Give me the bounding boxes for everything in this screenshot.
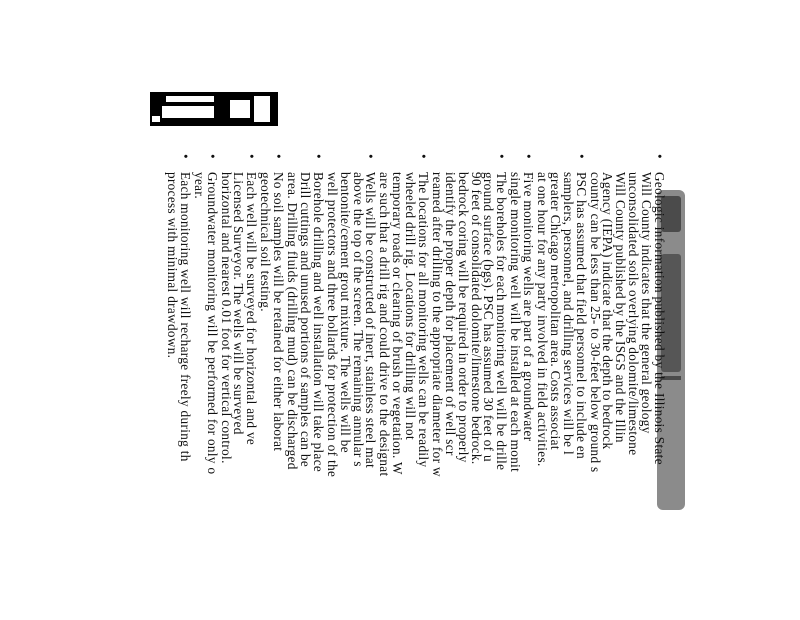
bullet-paragraph — [508, 150, 537, 620]
text-line: Will County indicates that the general geology — [639, 172, 655, 434]
text-line: well protectors and three bollards for protection of the — [324, 172, 340, 478]
text-line: process with minimal drawdown. — [165, 172, 181, 359]
text-line: • Geologic information published by the Illinois State — [652, 172, 667, 465]
text-line: greater Chicago metropolitan area. Costs associat — [547, 172, 563, 450]
text-line: single monitoring well will be installed at each monit — [508, 172, 524, 473]
bullet-paragraph — [165, 150, 191, 620]
text-line: bedrock coring will be required in order to properly — [455, 172, 471, 463]
text-line: ground surface (bgs). PSC has assumed 30 feet of u — [481, 172, 497, 462]
text-line: 90 feet of consolidated dolomite/limestone bedrock. — [468, 172, 484, 465]
text-line: above the top of the screen. The remaining annular s — [350, 172, 366, 467]
bullet-paragraph — [285, 150, 324, 620]
text-line: Agency (IEPA) indicate that the depth to bedrock — [600, 172, 616, 450]
bullet-paragraph — [588, 150, 665, 620]
text-line: • The boreholes for each monitoring well will be drille — [494, 172, 510, 471]
bullet-paragraph — [258, 150, 287, 620]
text-line: unconsolidated soils overlying dolomite/limestone — [626, 172, 642, 456]
text-line: Licensed Surveyor. The wells will be surveyed — [231, 172, 247, 435]
text-line: • No soil samples will be retained for either laborat — [271, 172, 287, 452]
text-line: Drill cuttings and unused portions of samples can be — [297, 172, 313, 468]
text-line: • Each monitoring well will recharge freely during th — [177, 172, 193, 462]
text-line: Will County published by the ISGS and the Illin — [613, 172, 629, 443]
text-line: • Borehole drilling and well installation will take place — [310, 172, 326, 473]
text-line: samplers, personnel, and drilling services will be l — [560, 172, 576, 455]
text-line: area. Drilling fluids (drilling mud) can be discharged — [285, 172, 301, 470]
bullet-paragraph — [325, 150, 377, 620]
bullet-paragraph — [535, 150, 587, 620]
redacted-stamp — [150, 92, 278, 126]
text-line: • PSC has assumed that field personnel to include en — [573, 172, 589, 460]
text-line: • Five monitoring wells are part of a groundwater — [521, 172, 537, 442]
text-line: • Each well will be surveyed for horizontal and ve — [244, 172, 260, 446]
text-line: horizontal and nearest 0.01 foot for vertical control. — [218, 172, 234, 464]
bullet-paragraph — [192, 150, 218, 620]
text-line: county can be less than 25- to 30-feet below ground s — [587, 172, 603, 473]
bullet-paragraph — [219, 150, 258, 620]
text-line: wheeled drill rig. Locations for drilling will not — [403, 172, 419, 441]
text-line: are such that a drill rig and could drive to the designat — [377, 172, 393, 477]
bullet-list — [164, 150, 665, 620]
text-line: • Groundwater monitoring will be performed for only o — [204, 172, 220, 475]
text-line: year. — [191, 172, 207, 200]
text-line: reamed after drilling to the appropriate diameter for w — [429, 172, 445, 477]
text-line: identify the proper depth for placement of well scr — [442, 172, 458, 456]
text-line: bentonite/cement grout mixture. The wells will be — [337, 172, 353, 453]
text-line: • Wells will be constructed of inert, stainless steel mat — [363, 172, 379, 469]
text-line: • The locations for all monitoring wells can be readily — [415, 172, 431, 468]
bullet-paragraph — [429, 150, 510, 620]
text-line: at one hour for any party involved in field activities. — [534, 172, 550, 467]
bullet-paragraph — [377, 150, 429, 620]
rotated-document — [145, 150, 685, 620]
text-line: temporary roads or clearing of brush or vegetation. W — [390, 172, 406, 475]
text-line: geotechnical soil testing. — [258, 172, 274, 312]
